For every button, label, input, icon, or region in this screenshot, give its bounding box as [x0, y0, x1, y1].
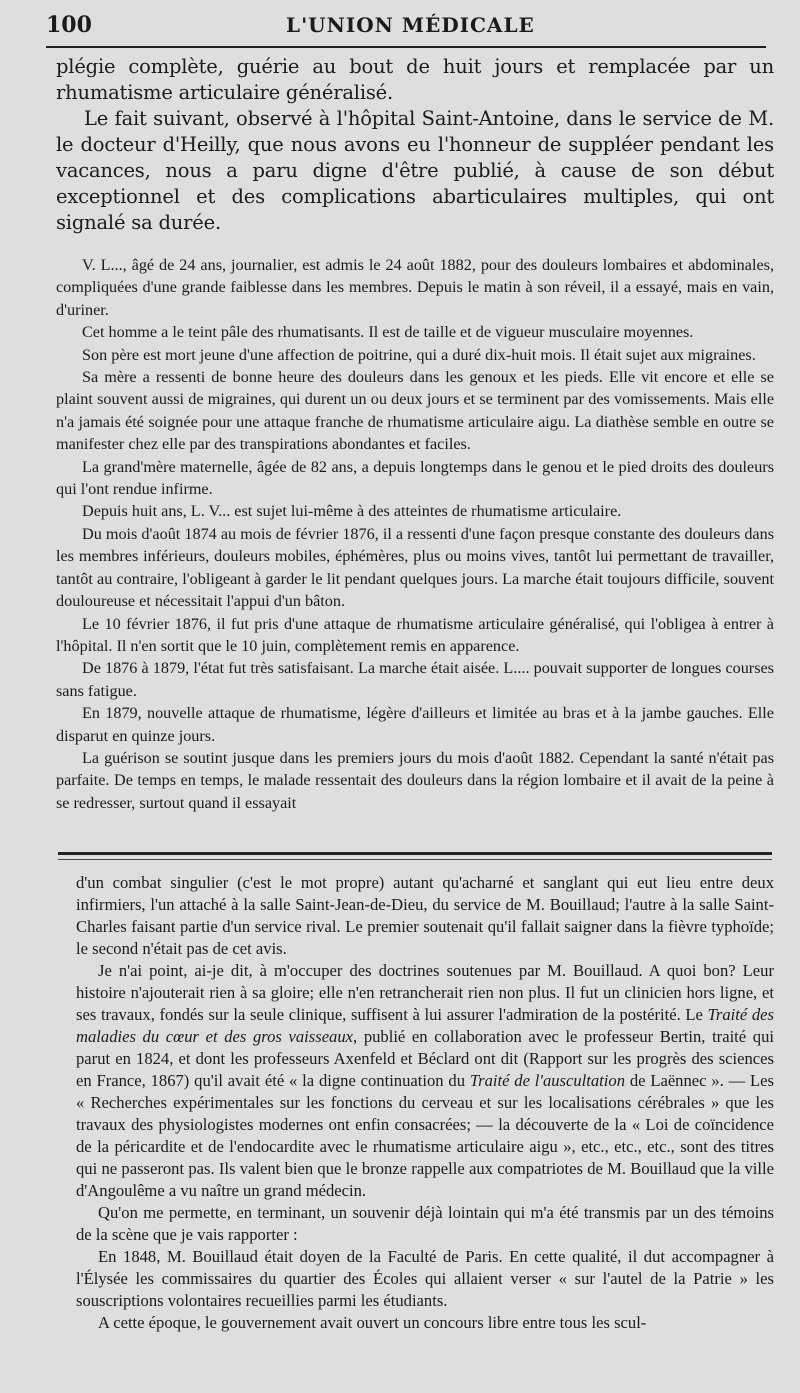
feuilleton-divider	[58, 852, 772, 860]
feuilleton-section	[76, 872, 774, 1334]
journal-title: L'UNION MÉDICALE	[286, 13, 535, 37]
feuilleton-paragraph: Qu'on me permette, en terminant, un souvenir déjà lointain qui m'a été transmis par un des témoins de la scène que je vais rapporter :	[76, 1203, 774, 1244]
feuilleton-paragraph: A cette époque, le gouvernement avait ouvert un concours libre entre tous les scul-	[98, 1313, 647, 1332]
text-run: Je n'ai point, ai-je dit, à m'occuper des doctrines soutenues par M. Bouillaud. A quoi bon? Leur histoire n'ajouterait rien à sa gloire; elle n'en retrancherait rien non plus. Il fut un clinicien hors ligne, et ses travaux, fondés sur la seule clinique, suffisent à lui assurer l'admiration de la postérité. Le	[76, 961, 774, 1024]
case-paragraph: La guérison se soutint jusque dans les premiers jours du mois d'août 1882. Cependant la santé n'était pas parfaite. De temps en temps, le malade ressentait des douleurs dans la région lombaire et il avait de la peine à se redresser, surtout quand il essayait	[56, 748, 774, 812]
case-paragraph: Du mois d'août 1874 au mois de février 1876, il a ressenti d'une façon presque constante des douleurs dans les membres inférieurs, douleurs mobiles, éphémères, plus ou moins vives, tantôt lui permettant de travailler, tantôt au contraire, l'obligeant à garder le lit pendant quelques jours. La marche était toujours difficile, souvent douloureuse et nécessitait l'appui d'un bâton.	[56, 524, 774, 611]
case-paragraph: Cet homme a le teint pâle des rhumatisants. Il est de taille et de vigueur musculaire moyennes.	[82, 323, 694, 342]
case-paragraph: Le 10 février 1876, il fut pris d'une attaque de rhumatisme articulaire généralisé, qui l'obligea à entrer à l'hôpital. Il n'en sortit que le 10 juin, complètement remis en apparence.	[56, 614, 774, 655]
book-title: Traité de l'auscultation	[469, 1071, 625, 1090]
running-header	[46, 12, 766, 48]
intro-paragraph: Le fait suivant, observé à l'hôpital Saint-Antoine, dans le service de M. le docteur d'Heilly, que nous avons eu l'honneur de suppléer pendant les vacances, nous a paru digne d'être publié, à cause de son début exceptionnel et des complications abarticulaires multiples, qui ont signalé sa durée.	[56, 107, 774, 234]
text-run: de Laënnec ». — Les « Recherches expérimentales sur les fonctions du cerveau et sur les localisations cérébrales » que les travaux des physiologistes modernes ont enfin consacrées; — la découverte de la « Loi de coïncidence de la péricardite et de l'endocardite avec le rhumatisme articulaire aigu », etc., etc., etc., sont des titres qui ne passeront pas. Ils valent bien que le bronze rappelle aux compatriotes de M. Bouillaud que la ville d'Angoulême a vu naître un grand médecin.	[76, 1071, 774, 1200]
feuilleton-paragraph	[76, 960, 774, 1202]
feuilleton-paragraph: En 1848, M. Bouillaud était doyen de la Faculté de Paris. En cette qualité, il dut accompagner à l'Élysée les commissaires du quartier des Écoles qui allaient verser « sur l'autel de la Patrie » les souscriptions volontaires recueillies parmi les étudiants.	[76, 1247, 774, 1310]
case-paragraph: Depuis huit ans, L. V... est sujet lui-même à des atteintes de rhumatisme articulaire.	[82, 502, 622, 521]
text-run: , publié en collaboration avec le professeur Bertin, traité qui parut en 1824, et dont les professeurs Axenfeld et Béclard ont dit (Rapport sur les progrès des sciences en France, 1867) qu'il avait été « la digne continuation du	[76, 1027, 774, 1090]
feuilleton-paragraph: d'un combat singulier (c'est le mot propre) autant qu'acharné et sanglant qui eut lieu entre deux infirmiers, l'un attaché à la salle Saint-Jean-de-Dieu, du service de M. Bouillaud; l'autre à la salle Saint-Charles faisant partie d'un service rival. Le premier soutenait qu'il fallait saigner dans la fièvre typhoïde; le second n'était pas de cet avis.	[76, 873, 774, 958]
case-paragraph: En 1879, nouvelle attaque de rhumatisme, légère d'ailleurs et limitée au bras et à la jambe gauches. Elle disparut en quinze jours.	[56, 704, 774, 745]
case-paragraph: Son père est mort jeune d'une affection de poitrine, qui a duré dix-huit mois. Il était sujet aux migraines.	[82, 345, 756, 364]
case-paragraph: De 1876 à 1879, l'état fut très satisfaisant. La marche était aisée. L.... pouvait supporter de longues courses sans fatigue.	[56, 659, 774, 700]
main-article	[56, 48, 774, 814]
book-title: Traité des maladies du cœur et des gros vaisseaux	[76, 1005, 774, 1046]
case-paragraph: V. L..., âgé de 24 ans, journalier, est admis le 24 août 1882, pour des douleurs lombaires et abdominales, compliquées d'une grande faiblesse dans les membres. Depuis le matin à son réveil, il a essayé, mais en vain, d'uriner.	[56, 256, 774, 319]
intro-paragraph: plégie complète, guérie au bout de huit jours et remplacée par un rhumatisme articulaire généralisé.	[56, 55, 774, 104]
case-paragraph: La grand'mère maternelle, âgée de 82 ans, a depuis longtemps dans le genou et le pied droits des douleurs qui l'ont rendue infirme.	[56, 457, 774, 499]
case-paragraph: Sa mère a ressenti de bonne heure des douleurs dans les genoux et les pieds. Elle vit encore et elle se plaint souvent aussi de migraines, qui durent un ou deux jours et se terminent par des vomissements. Mais elle n'a jamais été soignée pour une attaque franche de rhumatisme articulaire aigu. La diathèse semble en outre se manifester chez elle par des transpirations abondantes et faciles.	[56, 368, 774, 454]
page-number: 100	[46, 12, 92, 38]
